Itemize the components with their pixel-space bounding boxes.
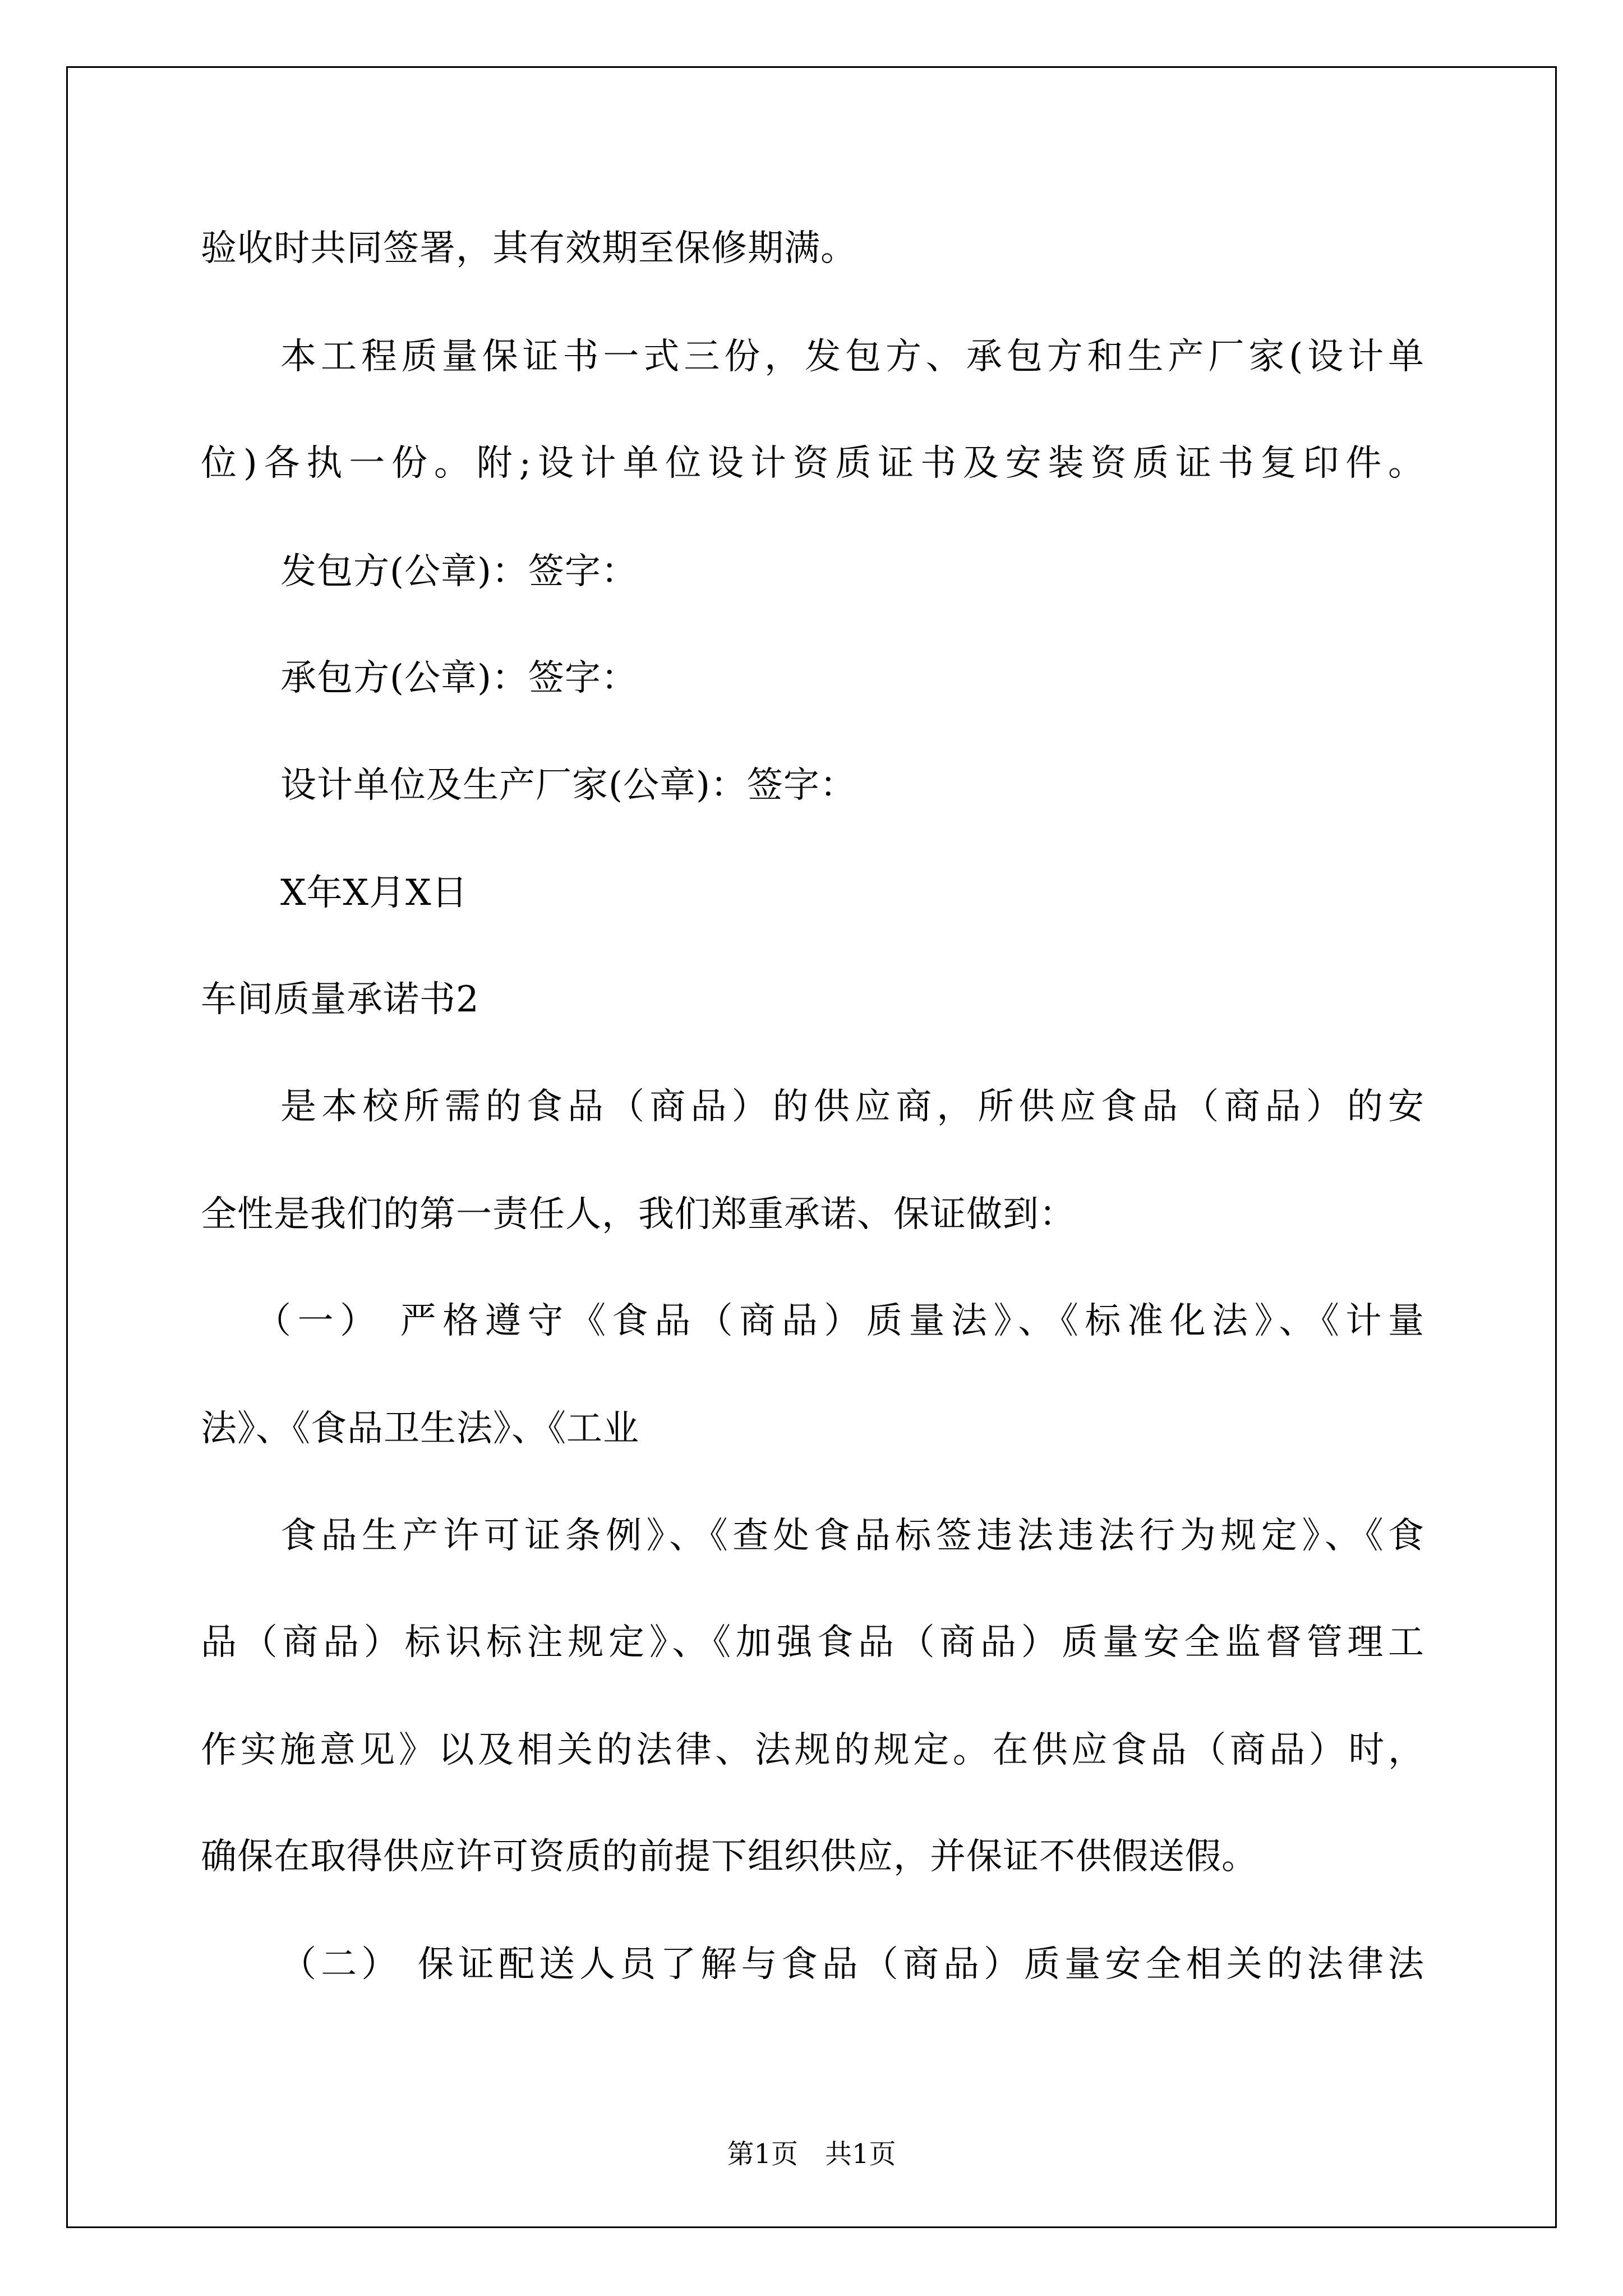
paragraph-line: 品（商品）标识标注规定》、《加强食品（商品）质量安全监督管理工: [201, 1622, 1424, 1663]
paragraph-line: 法》、《食品卫生法》、《工业: [201, 1408, 639, 1450]
clause-heading-1: （一） 严格遵守《食品（商品）质量法》、《标准化法》、《计量: [255, 1300, 1424, 1342]
paragraph-line: 位)各执一份。附;设计单位设计资质证书及安装资质证书复印件。: [201, 443, 1424, 484]
section-title: 车间质量承诺书2: [201, 979, 479, 1020]
signature-line-contractor: 承包方(公章)：签字：: [280, 657, 638, 699]
paragraph-line: 作实施意见》以及相关的法律、法规的规定。在供应食品（商品）时，: [201, 1729, 1424, 1771]
signature-line-manufacturer: 设计单位及生产厂家(公章)：签字：: [280, 765, 856, 806]
paragraph-line: 本工程质量保证书一式三份，发包方、承包方和生产厂家(设计单: [280, 336, 1424, 378]
paragraph-line: 验收时共同签署，其有效期至保修期满。: [201, 228, 857, 269]
page-border: [66, 66, 1557, 2228]
paragraph-line: 确保在取得供应许可资质的前提下组织供应，并保证不供假送假。: [201, 1836, 1258, 1878]
paragraph-line: 是本校所需的食品（商品）的供应商，所供应食品（商品）的安: [280, 1086, 1424, 1128]
signature-line-employer: 发包方(公章)：签字：: [280, 551, 638, 592]
clause-heading-2: （二） 保证配送人员了解与食品（商品）质量安全相关的法律法: [280, 1944, 1424, 1985]
page-number-footer: 第1页 共1页: [727, 2138, 896, 2170]
paragraph-line: 全性是我们的第一责任人，我们郑重承诺、保证做到：: [201, 1194, 1076, 1235]
date-line: X年X月X日: [280, 872, 468, 914]
paragraph-line: 食品生产许可证条例》、《查处食品标签违法违法行为规定》、《食: [280, 1515, 1424, 1557]
